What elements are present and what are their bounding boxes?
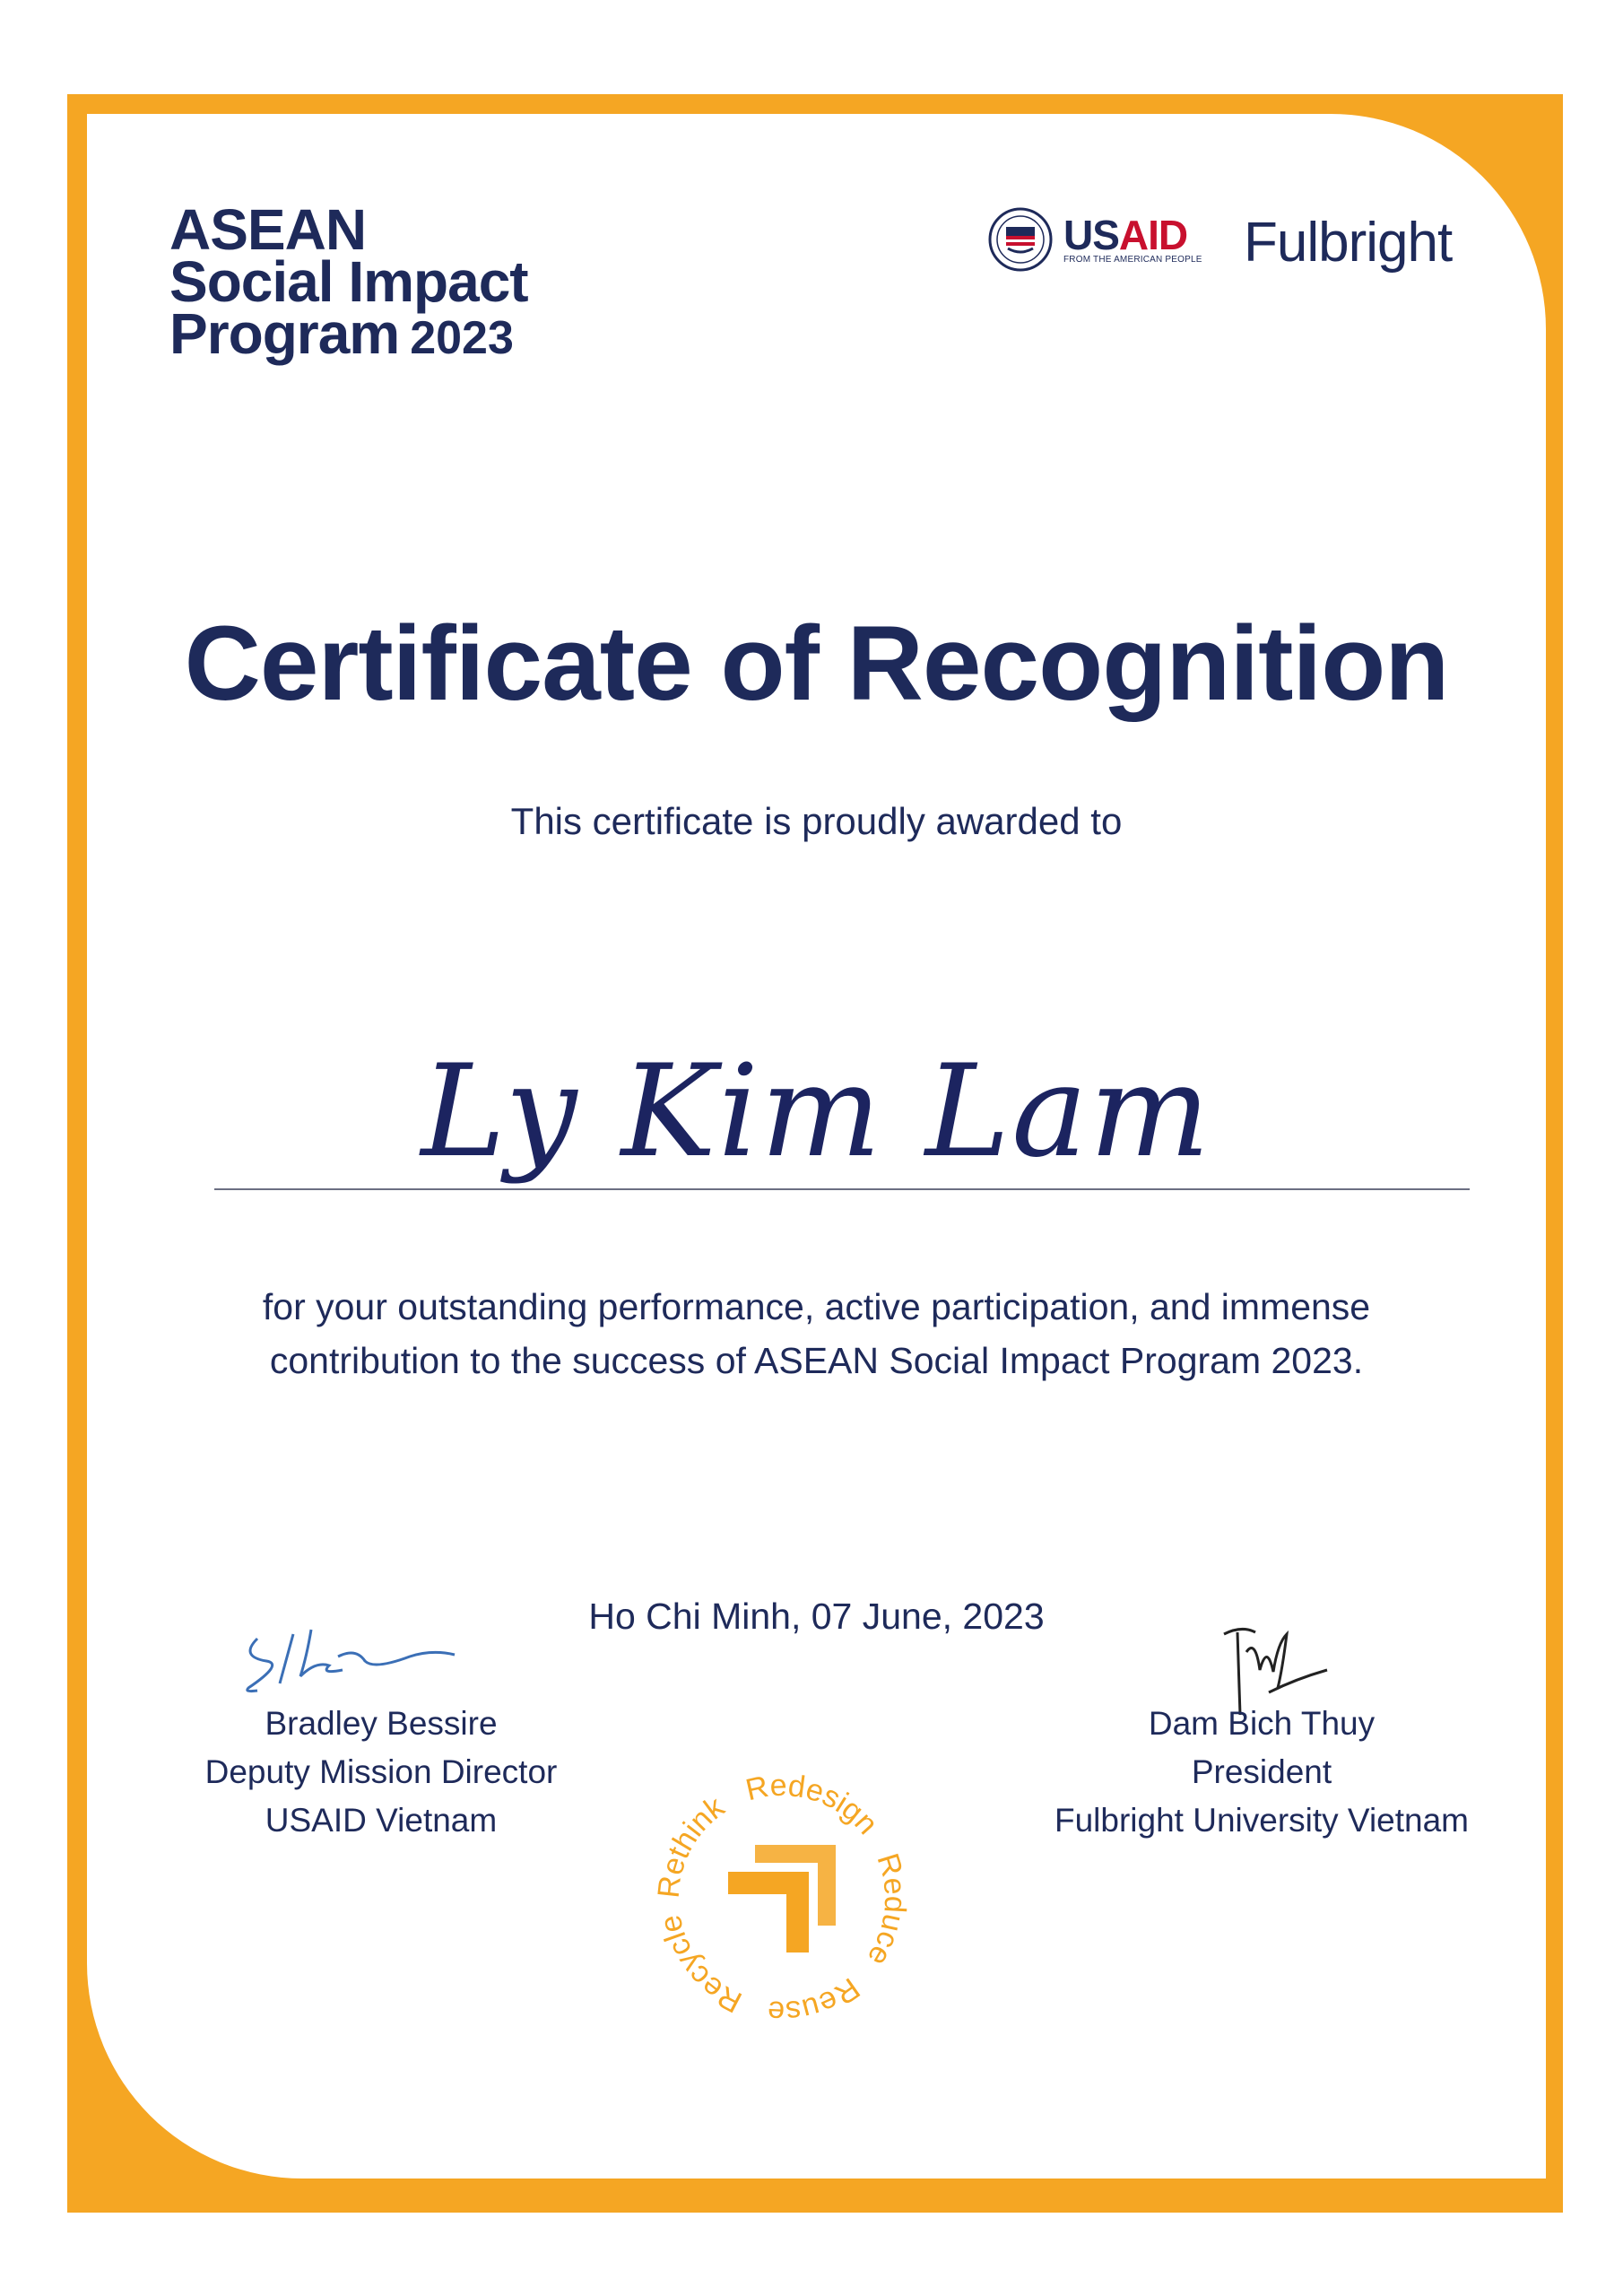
signatory-right (1011, 1700, 1513, 1845)
certificate-title: Certificate of Recognition (184, 604, 1449, 723)
recipient-name: Ly Kim Lam (421, 1038, 1212, 1186)
certificate-date: Ho Chi Minh, 07 June, 2023 (588, 1596, 1045, 1637)
usaid-logo (988, 204, 1202, 275)
signatory-left-org: USAID Vietnam (265, 1802, 498, 1839)
emblem-arrows-icon (728, 1845, 836, 1952)
signatory-right-name: Dam Bich Thuy (1148, 1705, 1376, 1742)
usaid-seal-icon (988, 207, 1053, 272)
rethink-emblem (638, 1755, 925, 2042)
body-line-1: for your outstanding performance, active participation, and immense (262, 1286, 1371, 1327)
emblem-word-reuse: Reuse (767, 1970, 866, 2030)
logo-program-word: Program (169, 301, 400, 366)
signatory-left (130, 1700, 632, 1845)
fulbright-logo: Fulbright (1244, 212, 1453, 274)
usaid-us: US (1063, 211, 1119, 258)
body-line-2: contribution to the success of ASEAN Social Impact Program 2023. (269, 1340, 1364, 1381)
signatory-right-role: President (1191, 1753, 1332, 1790)
signatory-right-org: Fulbright University Vietnam (1055, 1802, 1469, 1839)
emblem-ring-text (652, 1769, 913, 2030)
certificate-subtitle: This certificate is proudly awarded to (510, 800, 1123, 842)
emblem-word-reduce: Reduce (860, 1849, 913, 1972)
emblem-word-redesign: Redesign (742, 1768, 885, 1841)
signatory-left-role: Deputy Mission Director (204, 1753, 558, 1790)
certificate-frame (67, 94, 1563, 2213)
name-underline (214, 1188, 1470, 1190)
usaid-wordmark (1063, 211, 1202, 258)
logo-line-1: ASEAN (169, 197, 367, 262)
certificate-page (87, 114, 1546, 2179)
signatory-left-name: Bradley Bessire (265, 1705, 498, 1742)
logo-line-2: Social Impact (169, 249, 528, 314)
usaid-aid: AID (1118, 211, 1188, 258)
certificate-body (87, 1280, 1546, 1387)
emblem-word-recycle: Recycle (653, 1911, 748, 2020)
signature-left-icon (230, 1621, 464, 1701)
logo-year: 2023 (410, 312, 514, 364)
usaid-tagline: FROM THE AMERICAN PEOPLE (1063, 254, 1202, 265)
asean-social-impact-program-logo (169, 197, 528, 366)
logo-line-3 (169, 301, 528, 366)
emblem-word-rethink: Rethink (651, 1789, 731, 1900)
